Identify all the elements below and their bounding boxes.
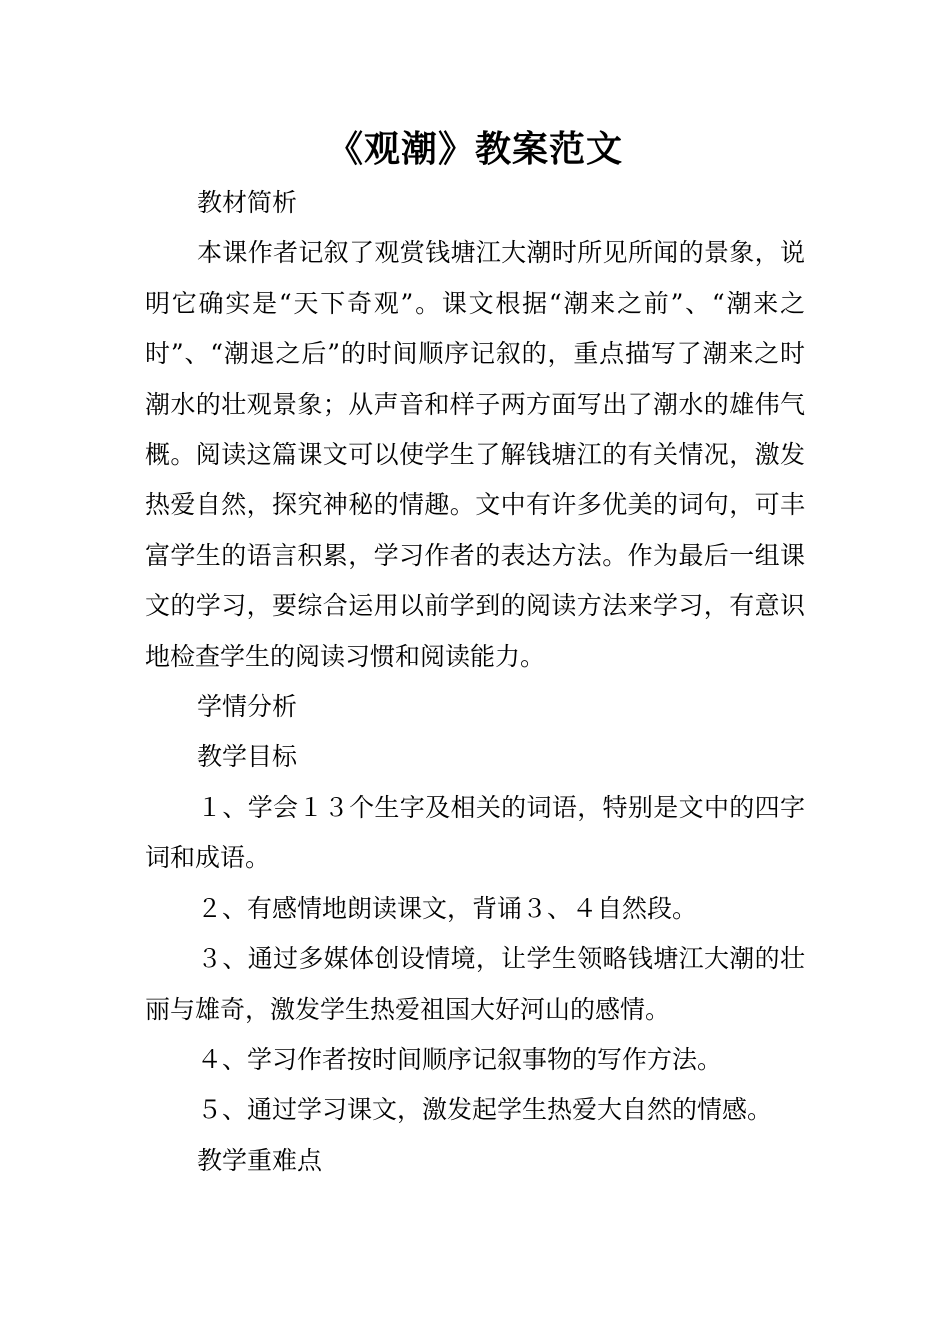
teaching-goal-item: １、学会１３个生字及相关的词语，特别是文中的四字词和成语。 bbox=[145, 792, 805, 873]
teaching-goal-item: ５、通过学习课文，激发起学生热爱大自然的情感。 bbox=[197, 1095, 773, 1125]
document-body bbox=[145, 178, 805, 1186]
section-heading-student-analysis: 学情分析 bbox=[197, 692, 298, 722]
textbook-analysis-paragraph: 本课作者记叙了观赏钱塘江大潮时所见所闻的景象，说明它确实是“天下奇观”。课文根据“潮来之前”、“潮来之时”、“潮退之后”的时间顺序记叙的，重点描写了潮来之时潮水的壮观景象；从声音和样子两方面写出了潮水的雄伟气概。阅读这篇课文可以使学生了解钱塘江的有关情况，激发热爱自然，探究神秘的情趣。文中有许多优美的词句，可丰富学生的语言积累，学习作者的表达方法。作为最后一组课文的学习，要综合运用以前学到的阅读方法来学习，有意识地检查学生的阅读习惯和阅读能力。 bbox=[145, 238, 805, 671]
section-heading-teaching-goals: 教学目标 bbox=[197, 742, 298, 772]
teaching-goal-item: ３、通过多媒体创设情境，让学生领略钱塘江大潮的壮丽与雄奇，激发学生热爱祖国大好河山的感情。 bbox=[145, 944, 805, 1024]
teaching-goal-item: ２、有感情地朗读课文，背诵３、４自然段。 bbox=[197, 893, 698, 923]
document-title: 《观潮》教案范文 bbox=[326, 129, 623, 170]
section-heading-key-difficulties: 教学重难点 bbox=[197, 1145, 323, 1175]
teaching-goal-item: ４、学习作者按时间顺序记叙事物的写作方法。 bbox=[197, 1044, 723, 1074]
section-heading-textbook-analysis: 教材简析 bbox=[197, 188, 298, 217]
